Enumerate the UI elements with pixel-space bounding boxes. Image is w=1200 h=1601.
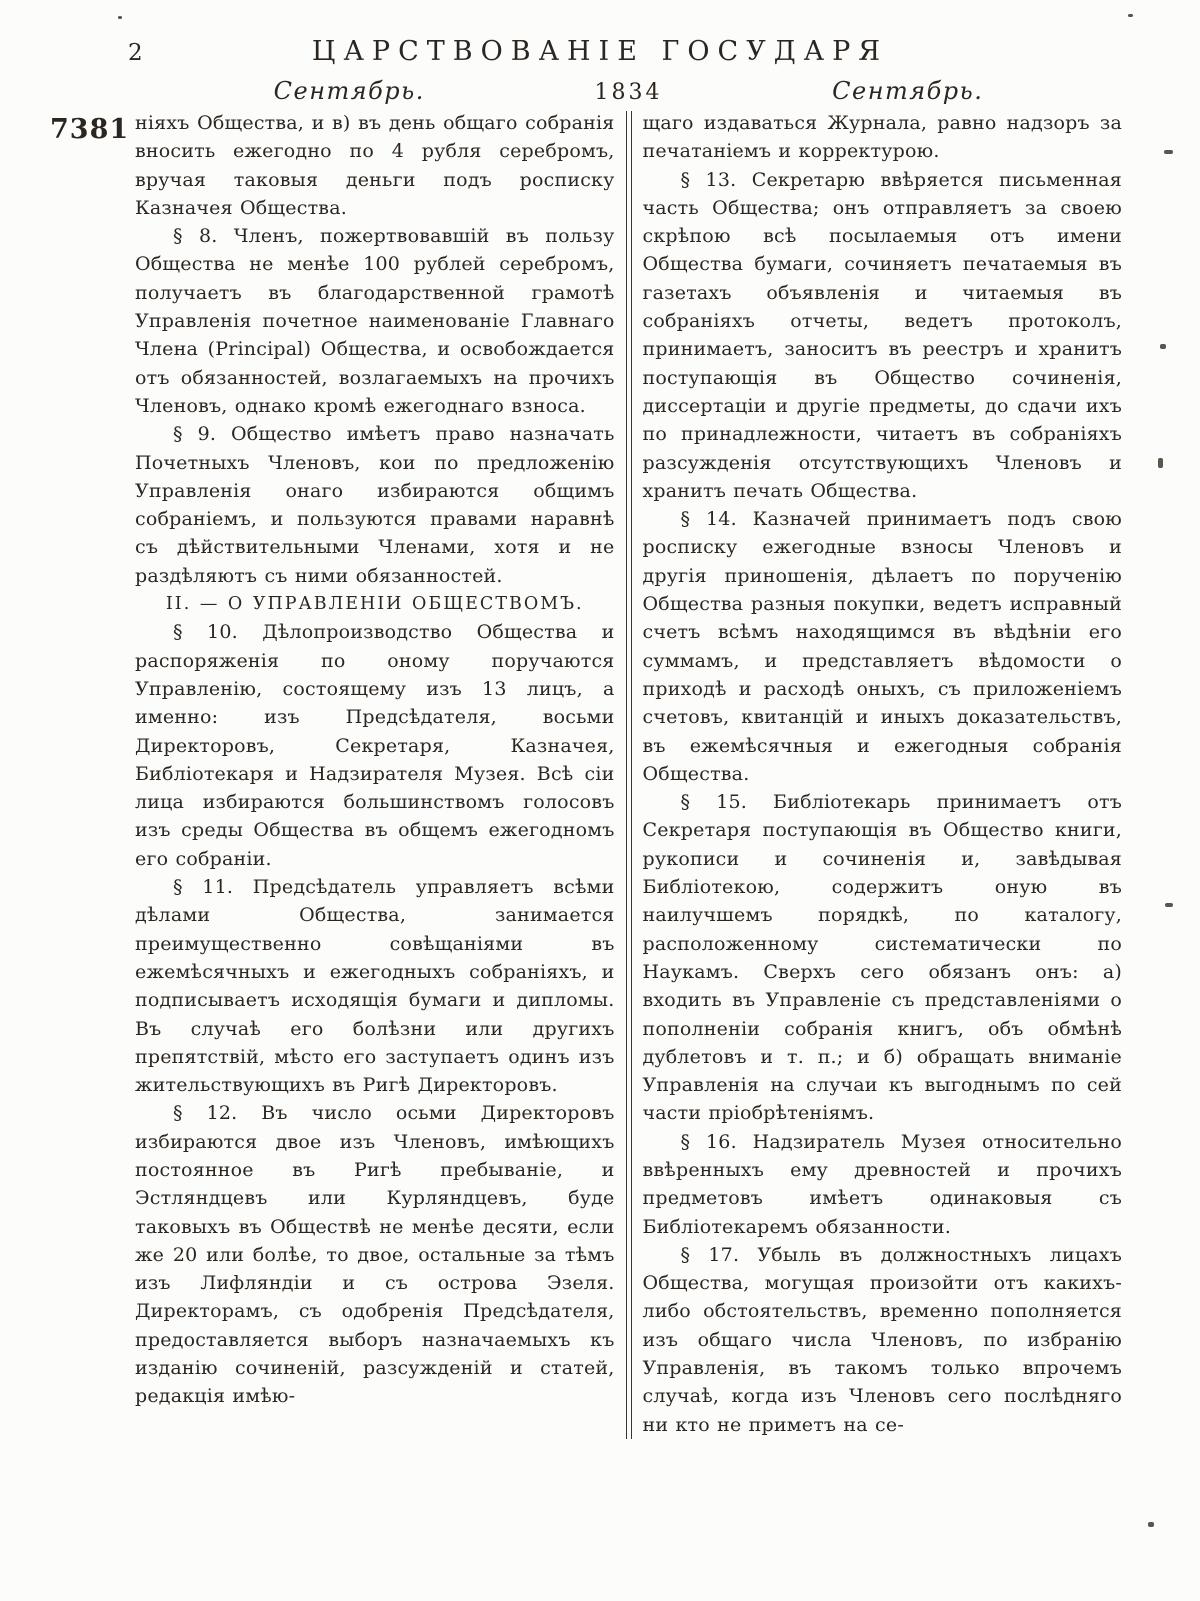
paragraph: § 13. Секретарю ввѣряется письменная часть Общества; онъ отправляетъ за своею скрѣпою всѣ посылаемыя отъ имени Общества бумаги, сочиняетъ печатаемыя въ газетахъ объявленія и читаемыя въ собраніяхъ отчеты, ведетъ протоколъ, принимаетъ, заноситъ въ реестръ и хранитъ поступающія въ Общество сочиненія, диссертаціи и другіе предметы, до сдачи ихъ по принадлежности, читаетъ въ собраніяхъ разсужденія отсутствующихъ Членовъ и хранитъ печать Общества. xyxy=(642,168,1122,502)
paragraph: § 9. Общество имѣетъ право назначать Почетныхъ Членовъ, кои по предложенію Управленія онаго избираются общимъ собраніемъ, и пользуются правами наравнѣ съ дѣйствительными Членами, хотя и не раздѣляютъ съ ними обязанностей. xyxy=(135,423,615,587)
paragraph: щаго издаваться Журнала, равно надзоръ за печатаніемъ и корректурою. xyxy=(642,112,1122,163)
paragraph: § 15. Библіотекарь принимаетъ отъ Секретаря поступающія въ Общество книги, рукописи и сочиненія и, завѣдывая Библіотекою, содержитъ оную въ наилучшемъ порядкѣ, по каталогу, расположенному систематически по Наукамъ. Сверхъ сего обязанъ онъ: а) входить въ Управленіе съ представленіями о пополненіи собранія книгъ, объ обмѣнѣ дублетовъ и т. п.; и б) обращать вниманіе Управленія на случаи къ выгоднымъ по сей части пріобрѣтеніямъ. xyxy=(642,791,1122,1125)
paragraph: § 11. Предсѣдатель управляетъ всѣми дѣлами Общества, занимается преимущественно совѣщаніями въ ежемѣсячныхъ и ежегодныхъ собраніяхъ, и подписываетъ исходящія бумаги и дипломы. Въ случаѣ его болѣзни или другихъ препятствій, мѣсто его заступаетъ одинъ изъ жительствующихъ въ Ригѣ Директоровъ. xyxy=(135,876,615,1097)
section-heading: II. — О УПРАВЛЕНІИ ОБЩЕСТВОМЪ. xyxy=(165,594,584,615)
paragraph: § 14. Казначей принимаетъ подъ свою росписку ежегодные взносы Членовъ и другія приношенія, дѣлаетъ по порученію Общества разныя покупки, ведетъ исправный счетъ всѣмъ находящимся въ вѣдѣніи его суммамъ, и представляетъ вѣдомости о приходѣ и расходѣ оныхъ, съ приложеніемъ счетовъ, квитанцій и иныхъ доказательствъ, въ ежемѣсячныя и ежегодныя собранія Общества. xyxy=(642,508,1122,785)
month-label-left: Сентябрь. xyxy=(273,77,425,105)
scan-speck xyxy=(1148,1522,1154,1527)
paragraph: § 10. Дѣлопроизводство Общества и распоряженія по оному поручаются Управленію, состоящему изъ 13 лицъ, а именно: изъ Предсѣдателя, восьми Директоровъ, Секретаря, Казначея, Библіотекаря и Надзирателя Музея. Всѣ сіи лица избираются большинствомъ голосовъ изъ среды Общества въ общемъ ежегодномъ его собраніи. xyxy=(135,621,615,870)
text-columns xyxy=(0,109,1200,1439)
paragraph: § 8. Членъ, пожертвовавшій въ пользу Общества не менѣе 100 рублей серебромъ, получаетъ въ благодарственной грамотѣ Управленія почетное наименованіе Главнаго Члена (Principal) Общества, и освобождается отъ обязанностей, возлагаемыхъ на прочихъ Членовъ, однако кромѣ ежегоднаго взноса. xyxy=(135,225,615,417)
right-column xyxy=(643,109,1123,1439)
scan-speck xyxy=(1160,344,1166,349)
paragraph: § 17. Убыль въ должностныхъ лицахъ Общества, могущая произойти отъ какихъ-либо обстоятельствъ, временно пополняется изъ общаго числа Членовъ, по избранію Управленія, въ такомъ только впрочемъ случаѣ, когда изъ Членовъ сего послѣдняго ни кто не приметъ на се- xyxy=(642,1243,1122,1436)
scan-speck xyxy=(118,16,122,19)
column-divider xyxy=(626,111,632,1439)
paragraph: § 16. Надзиратель Музея относительно ввѣренныхъ ему древностей и прочихъ предметовъ имѣетъ одинаковыя съ Библіотекаремъ обязанности. xyxy=(642,1130,1122,1238)
page-number: 2 xyxy=(128,40,143,66)
scan-speck xyxy=(1158,458,1163,468)
running-title: ЦАРСТВОВАНІЕ ГОСУДАРЯ xyxy=(311,36,889,67)
left-column xyxy=(135,109,615,1439)
page-header xyxy=(0,0,1200,67)
paragraph: ніяхъ Общества, и в) въ день общаго собранія вносить ежегодно по 4 рубля серебромъ, вручая таковыя деньги подъ росписку Казначея Общества. xyxy=(135,112,615,219)
entry-number: 7381 xyxy=(50,114,130,145)
date-subheader xyxy=(0,77,1200,105)
paragraph: § 12. Въ число осьми Директоровъ избираются двое изъ Членовъ, имѣющихъ постоянное въ Ригѣ пребываніе, и Эстляндцевъ или Курляндцевъ, буде таковыхъ въ Обществѣ не менѣе десяти, если же 20 или болѣе, то двое, остальные за тѣмъ изъ Лифляндіи и съ острова Эзеля. Директорамъ, съ одобренія Предсѣдателя, предоставляется выборъ назначаемыхъ къ изданію сочиненій, разсужденій и статей, редакція имѣю- xyxy=(135,1102,615,1408)
year-label: 1834 xyxy=(594,80,663,105)
month-label-right: Сентябрь. xyxy=(832,77,984,105)
scan-speck xyxy=(1164,150,1173,154)
scan-speck xyxy=(1165,903,1173,907)
scan-speck xyxy=(1128,14,1133,17)
